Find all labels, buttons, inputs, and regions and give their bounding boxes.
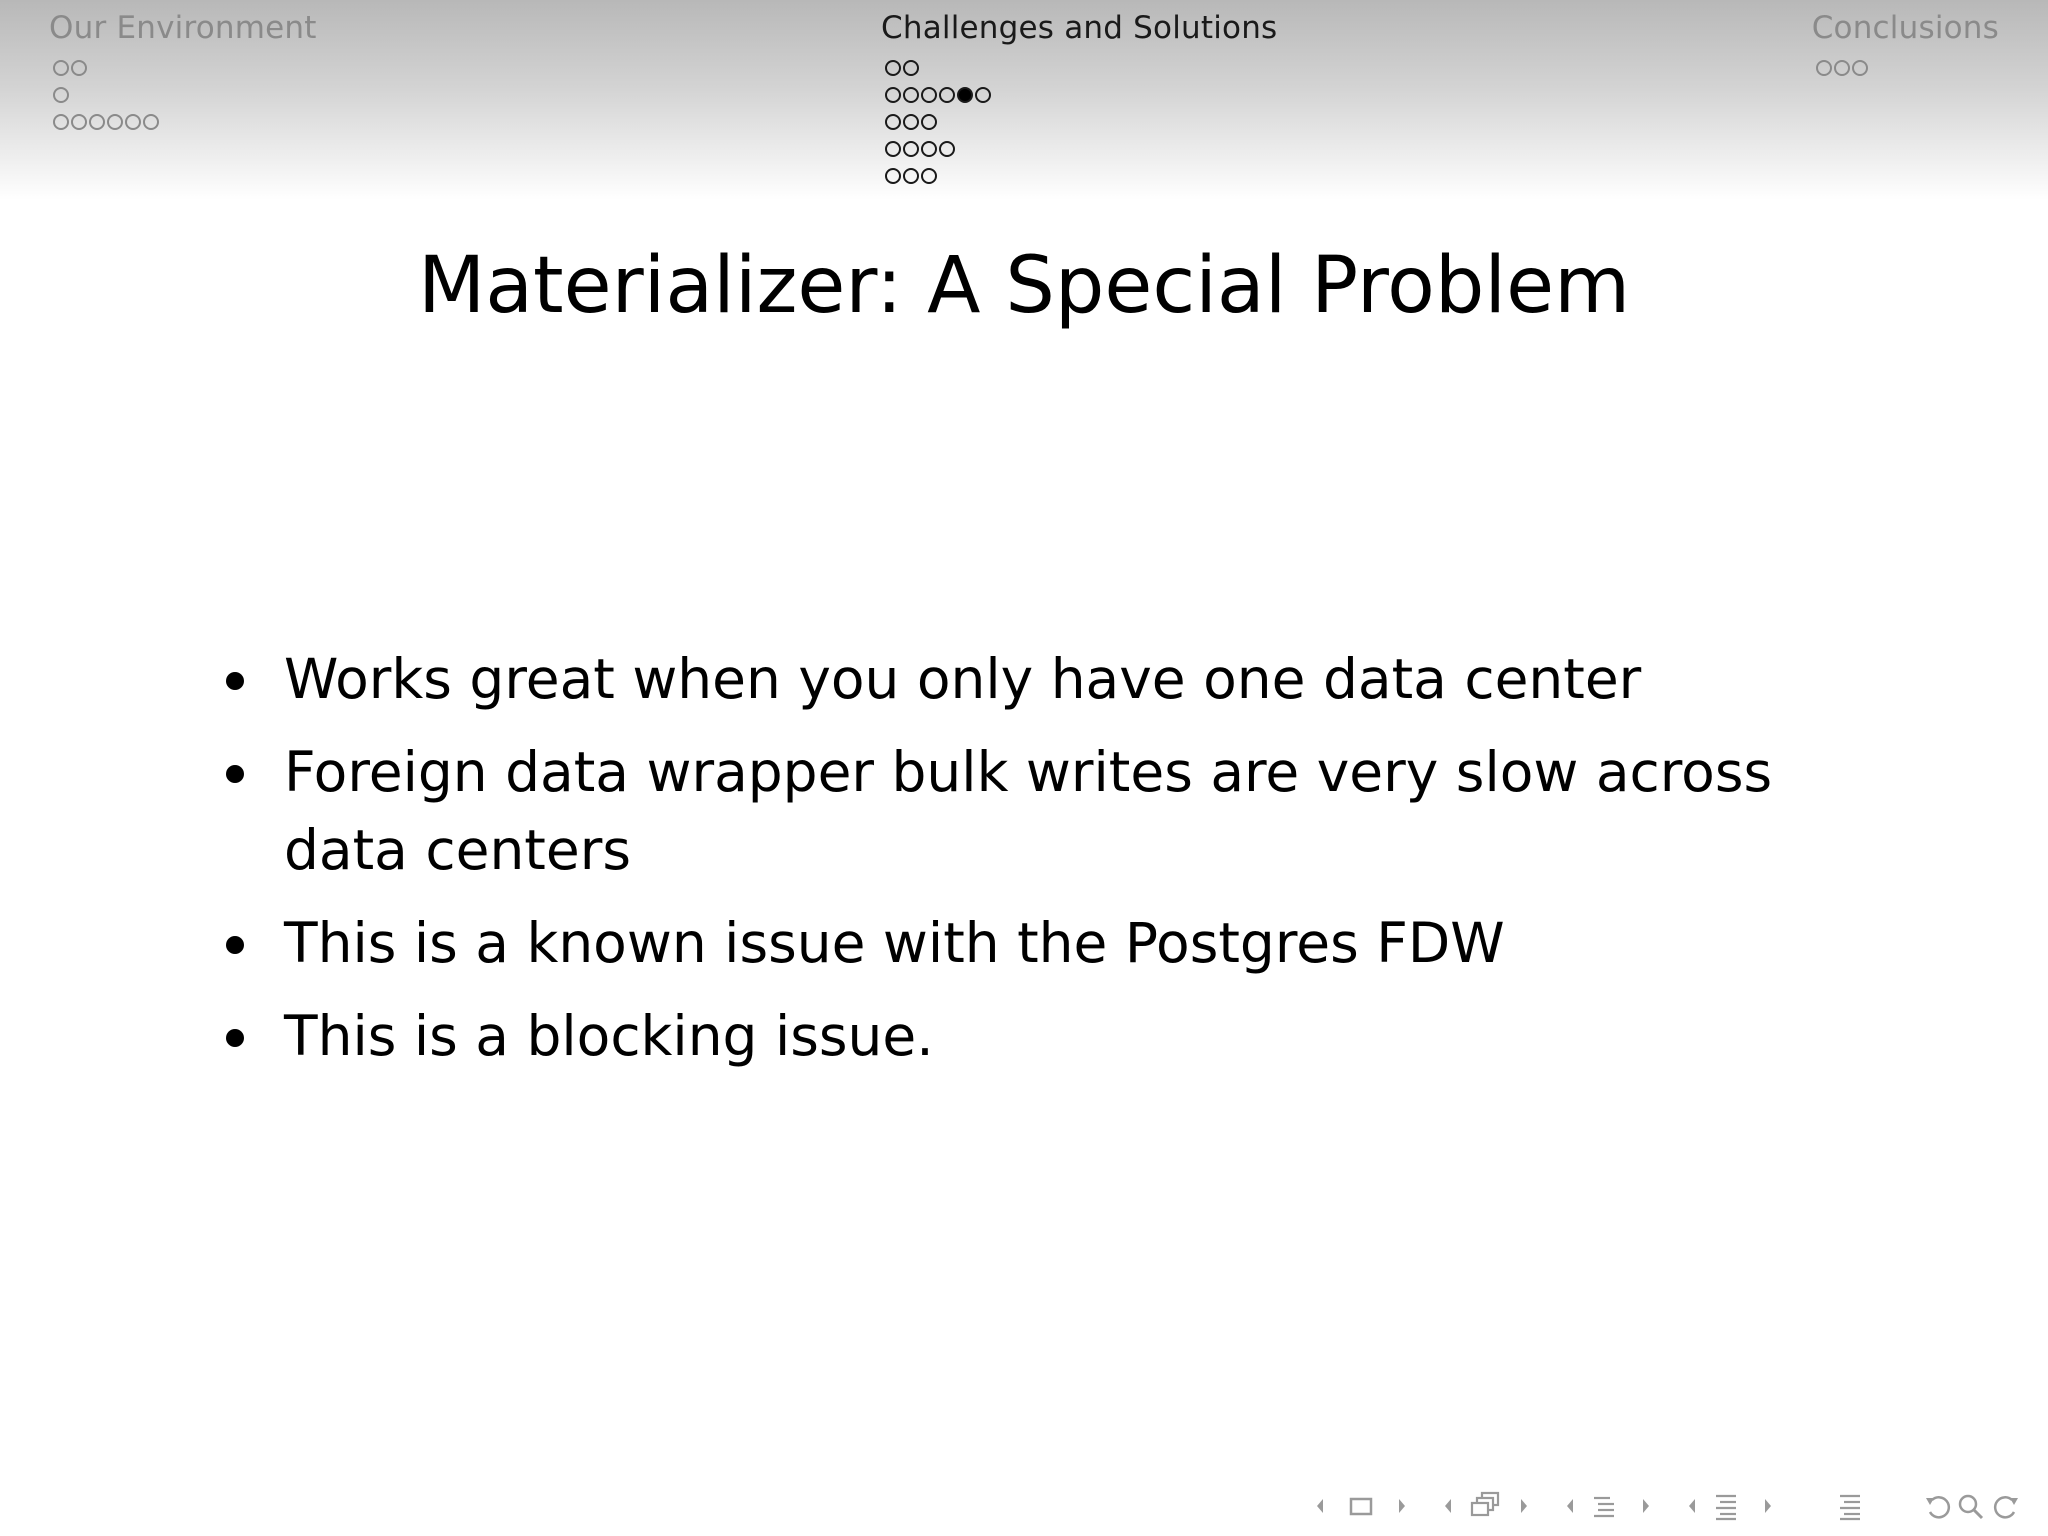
slide-dot[interactable] [885,87,901,103]
section-back-arrow-icon[interactable] [1686,1490,1698,1522]
section-title[interactable]: Challenges and Solutions [881,10,1278,46]
frame-icon[interactable] [1468,1490,1502,1522]
toc-icon[interactable] [1836,1490,1864,1522]
current-slide-dot[interactable] [957,87,973,103]
slide-dot[interactable] [1834,60,1850,76]
slide-dot[interactable] [903,141,919,157]
slide-dot[interactable] [885,114,901,130]
beamer-navigation-bar [1310,1490,2030,1522]
slide-dot[interactable] [903,168,919,184]
slide-dot[interactable] [53,87,69,103]
section-conclusions [1812,8,1999,81]
section-forward-arrow-icon[interactable] [1762,1490,1774,1522]
slide-dot[interactable] [921,141,937,157]
slide-dot[interactable] [939,141,955,157]
slide-dot[interactable] [921,87,937,103]
slide-dot[interactable] [53,114,69,130]
subsection-dot-row [885,135,1277,162]
slide-dot[interactable] [921,168,937,184]
section-title[interactable]: Conclusions [1811,10,1999,46]
bullet-item: This is a known issue with the Postgres FDW [220,904,1840,982]
section-title[interactable]: Our Environment [49,10,317,46]
subsection-dot-row [53,54,317,81]
slide-dot[interactable] [903,114,919,130]
slide-dot[interactable] [53,60,69,76]
subsection-back-arrow-icon[interactable] [1564,1490,1576,1522]
slide-dot[interactable] [143,114,159,130]
slide-dots [1812,54,1999,81]
subsection-dot-row [885,81,1277,108]
subsection-dot-row [885,54,1277,81]
slide-dot[interactable] [975,87,991,103]
slide-dot[interactable] [1816,60,1832,76]
slide-dot[interactable] [1852,60,1868,76]
bullet-item: This is a blocking issue. [220,997,1840,1075]
slide-dot[interactable] [903,60,919,76]
navigation-header [0,0,2048,200]
section-our-environment [49,8,317,135]
back-undo-icon[interactable] [1922,1490,1954,1522]
slide-dots [49,54,317,135]
forward-redo-icon[interactable] [1990,1490,2022,1522]
bullet-list [220,640,1840,1090]
slide-dots [881,54,1277,189]
slide-dot[interactable] [107,114,123,130]
frame-forward-arrow-icon[interactable] [1518,1490,1530,1522]
bullet-item: Foreign data wrapper bulk writes are very slow across data centers [220,733,1840,889]
section-challenges-and-solutions [881,8,1277,189]
slide-dot[interactable] [71,60,87,76]
slide-dot[interactable] [89,114,105,130]
slide-dot[interactable] [903,87,919,103]
slide-dot[interactable] [125,114,141,130]
subsection-dot-row [53,81,317,108]
frame-back-arrow-icon[interactable] [1442,1490,1454,1522]
bullet-item: Works great when you only have one data center [220,640,1840,718]
slide-dot[interactable] [885,60,901,76]
subsection-forward-arrow-icon[interactable] [1640,1490,1652,1522]
slide-dot[interactable] [939,87,955,103]
subsection-dot-row [885,108,1277,135]
slide-back-arrow-icon[interactable] [1314,1490,1326,1522]
search-icon[interactable] [1956,1490,1986,1522]
section-icon[interactable] [1712,1490,1740,1522]
subsection-icon[interactable] [1590,1490,1618,1522]
subsection-dot-row [53,108,317,135]
slide-dot[interactable] [921,114,937,130]
subsection-dot-row [885,162,1277,189]
slide-dot[interactable] [71,114,87,130]
slide-icon[interactable] [1348,1490,1374,1522]
slide-title: Materializer: A Special Problem [417,241,1631,331]
slide-dot[interactable] [885,168,901,184]
subsection-dot-row [1816,54,1999,81]
slide-dot[interactable] [885,141,901,157]
slide-forward-arrow-icon[interactable] [1396,1490,1408,1522]
